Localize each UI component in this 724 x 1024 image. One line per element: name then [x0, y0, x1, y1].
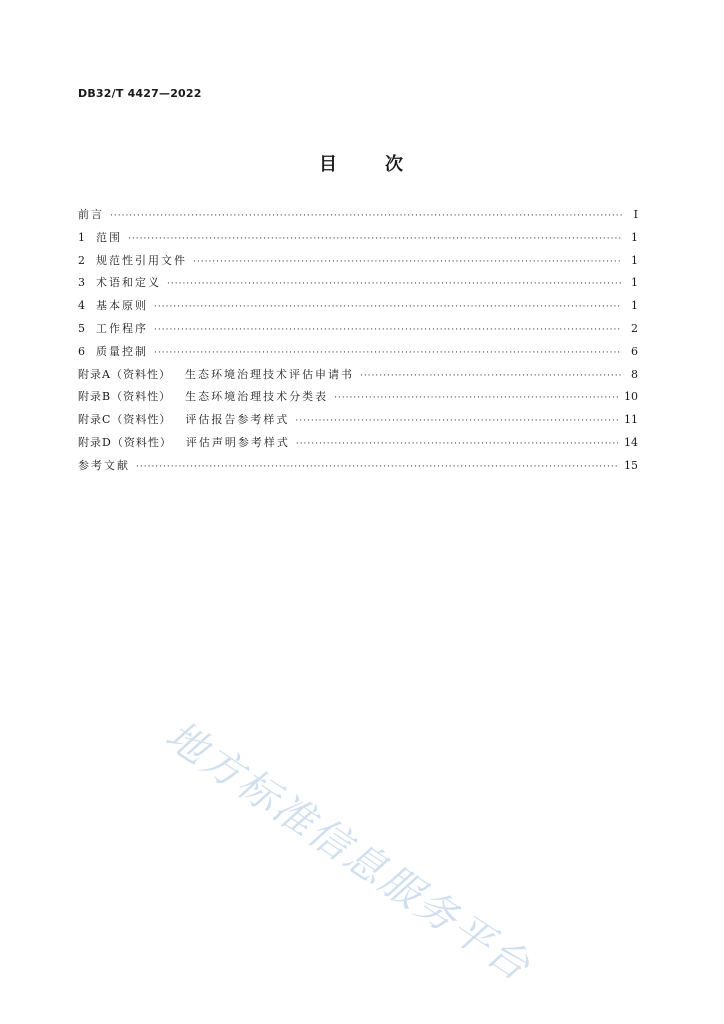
toc-leader-dots [154, 302, 622, 312]
toc-leader-dots [296, 439, 618, 449]
toc-entry-quality-control[interactable] [78, 343, 638, 366]
toc-appendix-prefix: 附录A（资料性） [78, 367, 171, 381]
toc-leader-dots [110, 211, 622, 221]
toc-entry-label: 评估报告参考样式 [185, 413, 290, 427]
toc-entry-label: 术语和定义 [96, 276, 161, 290]
toc-leader-dots [334, 393, 618, 403]
toc-section-number: 1 [78, 230, 85, 244]
toc-entry-label: 参考文献 [78, 458, 130, 472]
toc-appendix-prefix: 附录D（资料性） [78, 435, 172, 449]
toc-section-number: 5 [78, 321, 85, 335]
toc-entry-procedure[interactable] [78, 320, 638, 343]
toc-section-number: 6 [78, 344, 85, 358]
toc-entry-label: 质量控制 [96, 344, 148, 358]
toc-leader-dots [154, 325, 622, 335]
toc-section-number: 2 [78, 253, 85, 267]
toc-page-number: 6 [631, 344, 638, 358]
toc-entry-principles[interactable] [78, 297, 638, 320]
toc-entry-label: 基本原则 [96, 299, 148, 313]
toc-entry-terms[interactable] [78, 274, 638, 297]
toc-entry-foreword[interactable] [78, 206, 638, 229]
toc-page-number: 1 [631, 299, 638, 313]
toc-leader-dots [360, 371, 622, 381]
toc-entry-label: 生态环境治理技术分类表 [185, 390, 329, 404]
title-char-1: 目 [319, 154, 339, 175]
toc-entry-label: 规范性引用文件 [96, 253, 187, 267]
toc-entry-appendix-a[interactable] [78, 366, 638, 389]
toc-page-number: 10 [624, 390, 638, 404]
toc-page-number: 2 [631, 321, 638, 335]
toc-appendix-prefix: 附录C（资料性） [78, 413, 172, 427]
toc-appendix-prefix: 附录B（资料性） [78, 390, 172, 404]
toc-leader-dots [167, 279, 622, 289]
page-title [0, 150, 724, 176]
toc-page-number: 15 [624, 458, 638, 472]
toc-page-number: 14 [624, 435, 638, 449]
toc-page-number: 1 [631, 230, 638, 244]
toc-leader-dots [136, 462, 618, 472]
toc-page-number: 11 [624, 413, 638, 427]
toc-leader-dots [154, 348, 622, 358]
toc-leader-dots [295, 416, 618, 426]
toc-page-number: 8 [631, 367, 638, 381]
toc-section-number: 3 [78, 276, 85, 290]
toc-entry-label: 前言 [78, 208, 104, 221]
toc-entry-appendix-c[interactable] [78, 411, 638, 434]
document-code: DB32/T 4427—2022 [78, 87, 202, 100]
toc-entry-label: 评估声明参考样式 [185, 435, 290, 449]
toc-leader-dots [193, 257, 622, 267]
toc-entry-label: 生态环境治理技术评估申请书 [184, 367, 354, 381]
toc-entry-appendix-b[interactable] [78, 388, 638, 411]
toc-entry-label: 工作程序 [96, 321, 148, 335]
toc-entry-scope[interactable] [78, 229, 638, 252]
watermark: 地方标准信息服务平台 [157, 712, 540, 992]
title-char-2: 次 [385, 154, 405, 175]
toc-section-number: 4 [78, 299, 85, 313]
table-of-contents [78, 206, 638, 480]
toc-page-number: 1 [631, 253, 638, 267]
toc-entry-label: 范围 [96, 230, 122, 244]
toc-entry-normative-references[interactable] [78, 252, 638, 275]
toc-entry-appendix-d[interactable] [78, 434, 638, 457]
toc-page-number: 1 [631, 276, 638, 290]
toc-leader-dots [128, 234, 622, 244]
toc-page-number: I [633, 208, 638, 221]
toc-entry-bibliography[interactable] [78, 457, 638, 480]
